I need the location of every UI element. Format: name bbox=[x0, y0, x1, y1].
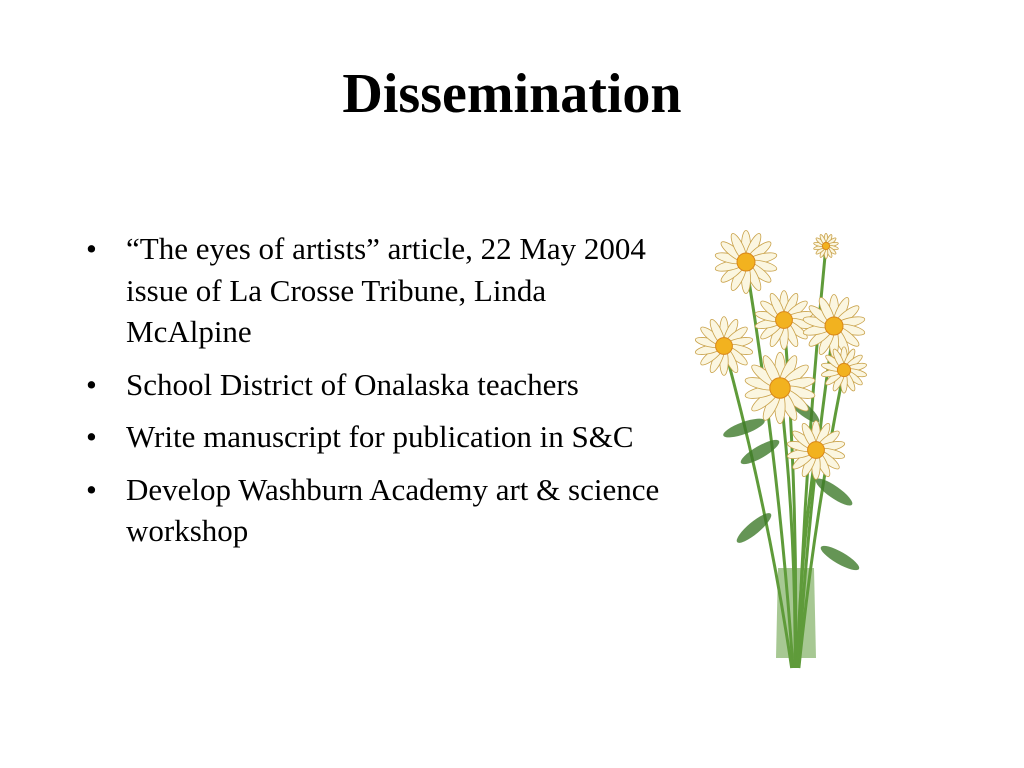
bullet-text: Develop Washburn Academy art & science workshop bbox=[126, 471, 660, 548]
daisy bbox=[694, 317, 753, 376]
bullet-item bbox=[86, 228, 666, 353]
flower-heads bbox=[694, 231, 867, 480]
bullet-list bbox=[86, 228, 666, 563]
daisy-center bbox=[837, 363, 850, 376]
flower-bouquet-illustration bbox=[684, 228, 894, 688]
daisy-center bbox=[822, 242, 829, 249]
daisy-center bbox=[716, 338, 733, 355]
daisy-center bbox=[737, 253, 755, 271]
daisy-center bbox=[776, 312, 793, 329]
stem-bundle bbox=[776, 568, 816, 658]
bullet-icon: • bbox=[86, 419, 97, 454]
daisy-center bbox=[808, 442, 825, 459]
bullet-item bbox=[86, 469, 666, 552]
slide-title: Dissemination bbox=[342, 63, 682, 125]
daisy bbox=[714, 231, 777, 294]
bullet-item bbox=[86, 364, 666, 406]
bullet-text: “The eyes of artists” article, 22 May 2004 issue of La Crosse Tribune, Linda McAlpine bbox=[126, 231, 646, 349]
bullet-icon: • bbox=[86, 231, 97, 266]
bullet-icon: • bbox=[86, 471, 97, 507]
bullet-icon: • bbox=[86, 366, 97, 402]
bullet-text: Write manuscript for publication in S&C bbox=[126, 419, 634, 454]
daisy-center bbox=[770, 378, 790, 398]
leaf bbox=[818, 542, 862, 574]
bullet-item bbox=[86, 416, 666, 458]
daisy bbox=[813, 233, 838, 258]
daisy-center bbox=[825, 317, 843, 335]
daisy bbox=[786, 421, 845, 480]
bullet-text: School District of Onalaska teachers bbox=[126, 366, 579, 402]
